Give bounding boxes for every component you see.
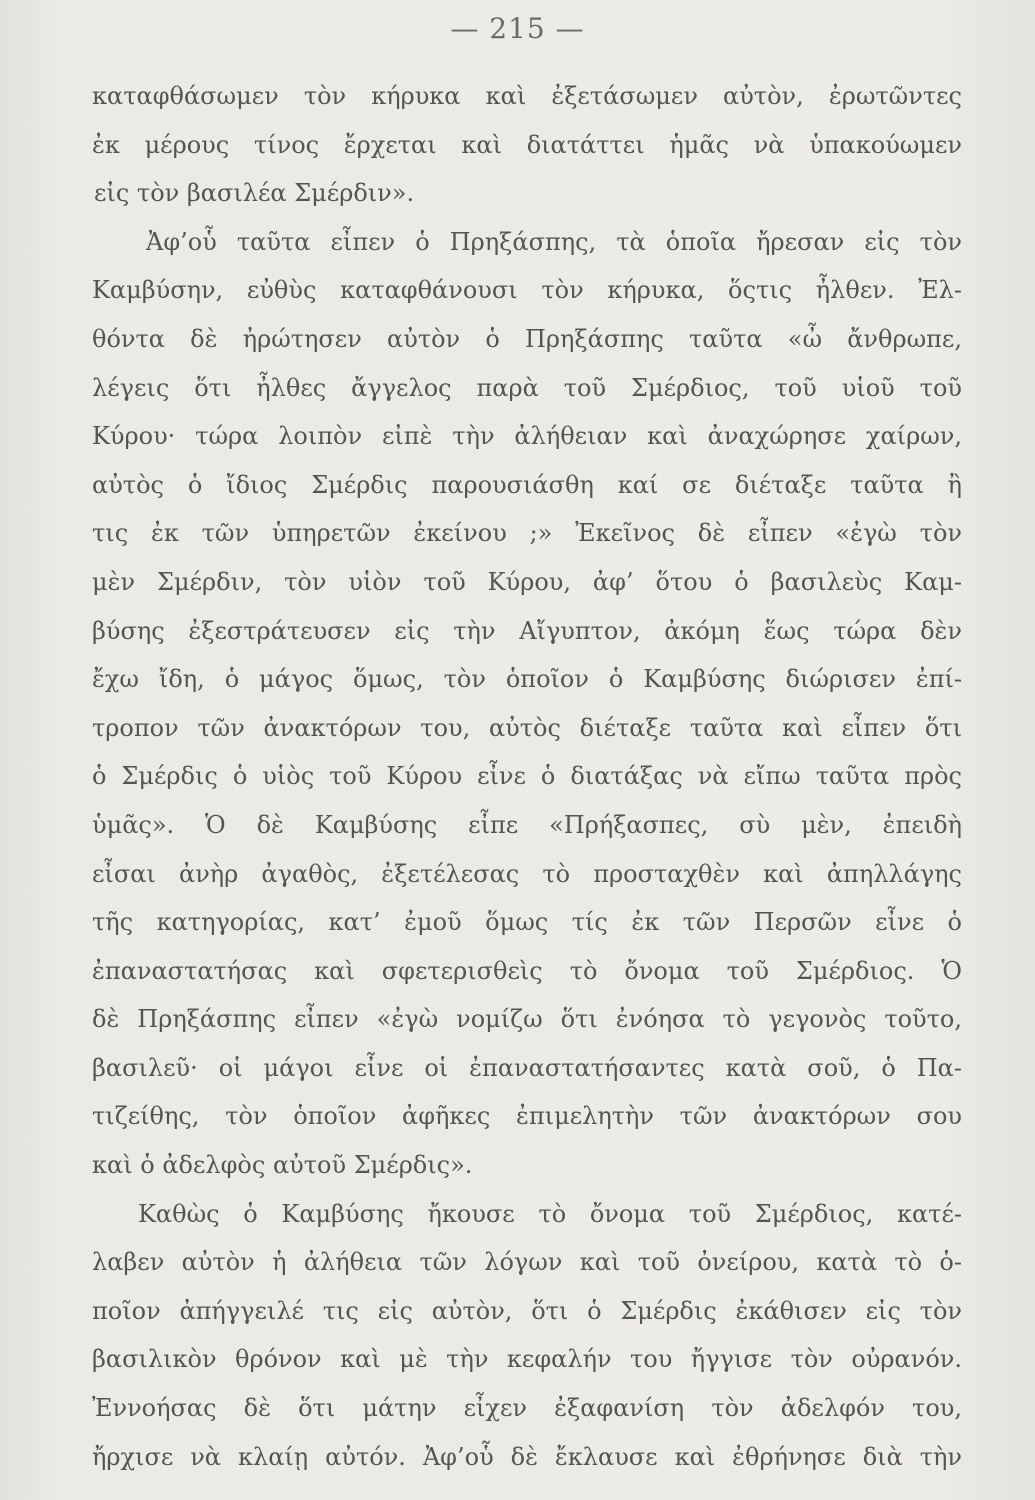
text-line: λέγεις ὅτι ἦλθες ἄγγελος παρὰ τοῦ Σμέρδιος, τοῦ υἱοῦ τοῦ <box>92 373 962 402</box>
text-line: ἐκ μέρους τίνος ἔρχεται καὶ διατάττει ἡμᾶς νὰ ὑπακούωμεν <box>92 130 962 159</box>
text-line: τιζείθης, τὸν ὁποῖον ἀφῆκες ἐπιμελητὴν τῶν ἀνακτόρων σου <box>92 1102 962 1131</box>
text-line: θόντα δὲ ἠρώτησεν αὐτὸν ὁ Πρηξάσπης ταῦτα «ὦ ἄνθρωπε, <box>92 324 962 353</box>
text-line: Ἀφ’οὗ ταῦτα εἶπεν ὁ Πρηξάσπης, τὰ ὁποῖα ἤρεσαν εἰς τὸν <box>146 227 962 256</box>
text-line: Ἐννοήσας δὲ ὅτι μάτην εἶχεν ἐξαφανίση τὸν ἀδελφόν του, <box>92 1394 962 1423</box>
text-line: δὲ Πρηξάσπης εἶπεν «ἐγὼ νομίζω ὅτι ἐνόησα τὸ γεγονὸς τοῦτο, <box>92 1005 962 1034</box>
text-line: ὁ Σμέρδις ὁ υἱὸς τοῦ Κύρου εἶνε ὁ διατάξας νὰ εἴπω ταῦτα πρὸς <box>92 762 962 791</box>
text-line: καταφθάσωμεν τὸν κήρυκα καὶ ἐξετάσωμεν αὐτὸν, ἐρωτῶντες <box>92 82 962 110</box>
text-line: βασιλεῦ· οἱ μάγοι εἶνε οἱ ἐπαναστατήσαντες κατὰ σοῦ, ὁ Πα- <box>92 1053 962 1082</box>
text-line: ἐπαναστατήσας καὶ σφετερισθεὶς τὸ ὄνομα τοῦ Σμέρδιος. Ὁ <box>92 956 962 985</box>
text-line: βασιλικὸν θρόνον καὶ μὲ τὴν κεφαλήν του ἤγγισε τὸν οὐρανόν. <box>92 1345 962 1374</box>
text-line: ὑμᾶς». Ὁ δὲ Καμβύσης εἶπε «Πρήξασπες, σὺ μὲν, ἐπειδὴ <box>92 810 962 839</box>
text-line: Καθὼς ὁ Καμβύσης ἤκουσε τὸ ὄνομα τοῦ Σμέρδιος, κατέ- <box>138 1199 962 1228</box>
text-line: τῆς κατηγορίας, κατ’ ἐμοῦ ὅμως τίς ἐκ τῶν Περσῶν εἶνε ὁ <box>92 908 962 937</box>
page-number: — 215 — <box>450 12 585 45</box>
text-line: τις ἐκ τῶν ὑπηρετῶν ἐκείνου ;» Ἐκεῖνος δὲ εἶπεν «ἐγὼ τὸν <box>92 519 962 548</box>
text-line: τροπον τῶν ἀνακτόρων του, αὐτὸς διέταξε ταῦτα καὶ εἶπεν ὅτι <box>92 713 962 742</box>
text-line: λαβεν αὐτὸν ἡ ἀλήθεια τῶν λόγων καὶ τοῦ ὀνείρου, κατὰ τὸ ὁ- <box>92 1248 962 1277</box>
text-line: Κύρου· τώρα λοιπὸν εἰπὲ τὴν ἀλήθειαν καὶ ἀναχώρησε χαίρων, <box>92 422 962 451</box>
text-line: εἰς τὸν βασιλέα Σμέρδιν». <box>94 179 415 208</box>
text-line: ἔχω ἴδη, ὁ μάγος ὅμως, τὸν ὁποῖον ὁ Καμβύσης διώρισεν ἐπί- <box>92 665 962 694</box>
text-line: ἤρχισε νὰ κλαίῃ αὐτόν. Ἀφ’οὗ δὲ ἔκλαυσε καὶ ἐθρήνησε διὰ τὴν <box>92 1442 962 1471</box>
text-line: Καμβύσην, εὐθὺς καταφθάνουσι τὸν κήρυκα, ὅςτις ἦλθεν. Ἐλ- <box>92 276 962 305</box>
text-line: καὶ ὁ ἀδελφὸς αὐτοῦ Σμέρδις». <box>92 1151 473 1180</box>
text-line: αὐτὸς ὁ ἴδιος Σμέρδις παρουσιάσθη καί σε διέταξε ταῦτα ἢ <box>92 470 962 499</box>
text-line: βύσης ἐξεστράτευσεν εἰς τὴν Αἴγυπτον, ἀκόμη ἕως τώρα δὲν <box>92 616 962 645</box>
page-text <box>92 72 962 1481</box>
text-line: εἶσαι ἀνὴρ ἀγαθὸς, ἐξετέλεσας τὸ προσταχθὲν καὶ ἀπηλλάγης <box>92 859 962 888</box>
text-line: ποῖον ἀπήγγειλέ τις εἰς αὐτὸν, ὅτι ὁ Σμέρδις ἐκάθισεν εἰς τὸν <box>92 1296 962 1325</box>
text-line: μὲν Σμέρδιν, τὸν υἱὸν τοῦ Κύρου, ἀφ’ ὅτου ὁ βασιλεὺς Καμ- <box>92 567 962 596</box>
